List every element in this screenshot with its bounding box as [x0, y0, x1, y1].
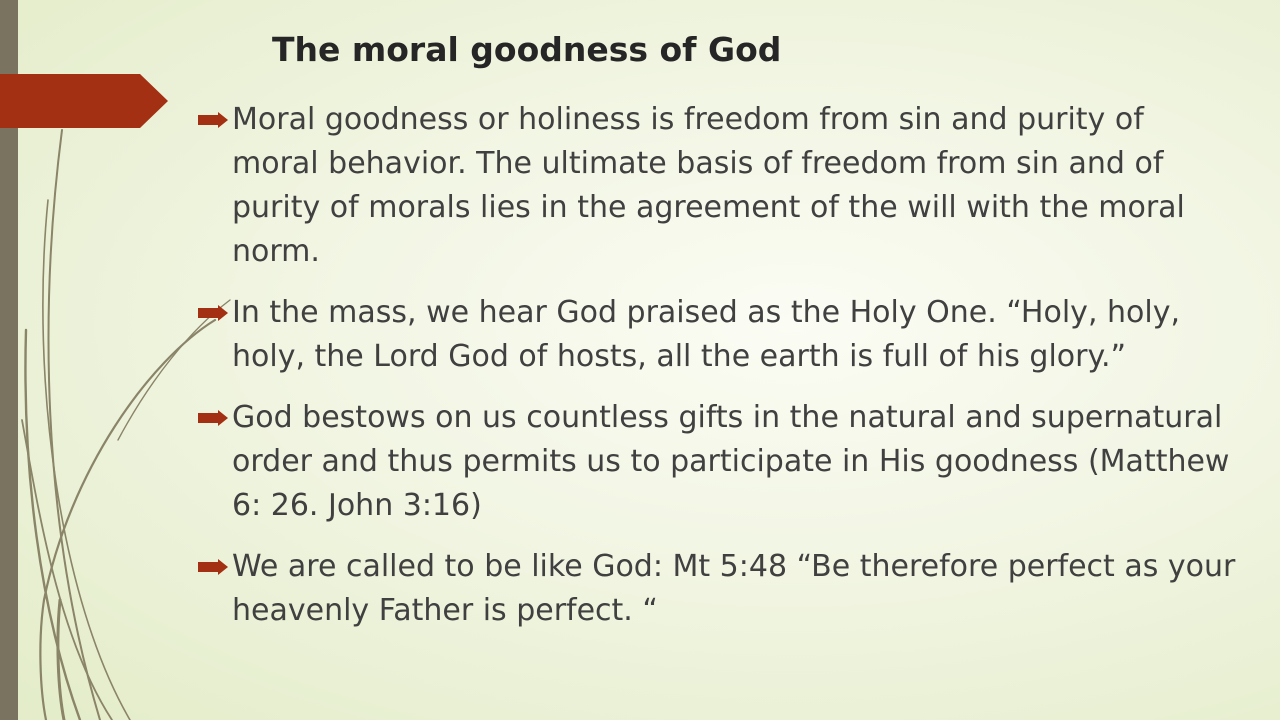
title-arrow-shape — [0, 74, 168, 128]
bullet-text: We are called to be like God: Mt 5:48 “Be therefore perfect as your heavenly Father is perfect. “ — [232, 549, 1236, 628]
right-arrow-bullet-icon — [198, 305, 228, 321]
bullet-item — [198, 545, 1238, 633]
right-arrow-bullet-icon — [198, 112, 228, 128]
bullet-text: God bestows on us countless gifts in the natural and supernatural order and thus permits us to participate in His goodness (Matthew 6: 26. John 3:16) — [232, 400, 1230, 523]
bullet-text: Moral goodness or holiness is freedom from sin and purity of moral behavior. The ultimate basis of freedom from sin and of purity of morals lies in the agreement of the will with the moral norm. — [232, 102, 1185, 269]
bullet-list — [198, 98, 1238, 650]
bullet-item — [198, 396, 1238, 528]
bullet-item — [198, 98, 1238, 274]
right-arrow-bullet-icon — [198, 410, 228, 426]
bullet-item — [198, 291, 1238, 379]
right-arrow-bullet-icon — [198, 559, 228, 575]
bullet-text: In the mass, we hear God praised as the Holy One. “Holy, holy, holy, the Lord God of hosts, all the earth is full of his glory.” — [232, 295, 1181, 374]
slide-title: The moral goodness of God — [272, 30, 782, 69]
